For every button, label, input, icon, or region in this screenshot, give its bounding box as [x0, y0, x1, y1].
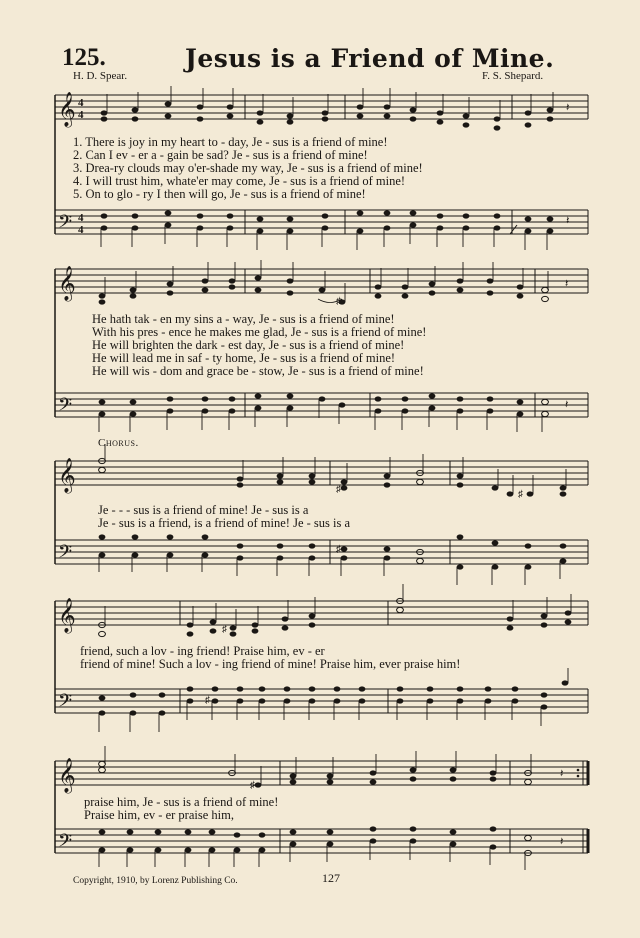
- svg-text:♯: ♯: [222, 624, 227, 635]
- svg-text:𝄞: 𝄞: [58, 759, 76, 792]
- verse-lyric-line: 2. Can I ev - er a - gain be sad? Je - sus is a friend of mine!: [73, 148, 368, 162]
- chorus-lyric-line: friend of mine! Such a lov - ing friend of mine! Praise him, ever praise him!: [80, 657, 461, 671]
- svg-text:𝄢: 𝄢: [58, 830, 73, 855]
- svg-text:4: 4: [78, 224, 84, 236]
- chorus-lyric-line: friend, such a lov - ing friend! Praise him, ev - er: [80, 644, 325, 658]
- chorus-lyric-line: Je - - - sus is a friend of mine! Je - sus is a: [98, 503, 309, 517]
- svg-text:𝄽: 𝄽: [566, 102, 570, 114]
- verse-lyric-line: He will wis - dom and grace be - stow, Je - sus is a friend of mine!: [92, 364, 424, 378]
- verse-lyric-line: He will brighten the dark - est day, Je - sus is a friend of mine!: [92, 338, 405, 352]
- svg-text:𝄽: 𝄽: [565, 399, 569, 411]
- verse-lyric-line: 5. On to glo - ry I then will go, Je - sus is a friend of mine!: [73, 187, 366, 201]
- svg-text:𝄞: 𝄞: [58, 459, 76, 492]
- copyright-notice: Copyright, 1910, by Lorenz Publishing Co.: [73, 876, 238, 886]
- verse-lyric-line: He will lead me in saf - ty home, Je - sus is a friend of mine!: [92, 351, 396, 365]
- page-number: 127: [322, 871, 340, 885]
- chorus-label: Chorus.: [98, 437, 139, 449]
- verse-lyric-line: 3. Drea-ry clouds may o'er-shade my way, Je - sus is a friend of mine!: [73, 161, 423, 175]
- svg-text:♯: ♯: [336, 296, 341, 307]
- verse-lyric-line: With his pres - ence he makes me glad, Je - sus is a friend of mine!: [92, 325, 427, 339]
- lyricist-credit: H. D. Spear.: [73, 70, 128, 82]
- svg-text:𝄞: 𝄞: [58, 267, 76, 300]
- svg-text:𝄽: 𝄽: [560, 836, 564, 848]
- svg-text:4: 4: [78, 212, 84, 224]
- svg-text:𝄢: 𝄢: [58, 211, 73, 236]
- verse-lyric-line: 4. I will trust him, whate'er may come, Je - sus is a friend of mine!: [73, 174, 406, 188]
- hymn-number: 125.: [62, 44, 106, 71]
- svg-text:𝄞: 𝄞: [58, 93, 76, 126]
- chorus-lyric-line: Praise him, ev - er praise him,: [84, 808, 234, 822]
- hymn-title: Jesus is a Friend of Mine.: [185, 44, 555, 73]
- verse-lyric-line: He hath tak - en my sins a - way, Je - sus is a friend of mine!: [92, 312, 395, 326]
- svg-text:♯: ♯: [336, 484, 341, 495]
- svg-text:𝄽: 𝄽: [566, 215, 570, 227]
- verse-lyric-line: 1. There is joy in my heart to - day, Je - sus is a friend of mine!: [73, 135, 388, 149]
- svg-text:♯: ♯: [336, 544, 341, 555]
- svg-text:♯: ♯: [250, 780, 255, 791]
- svg-text:4: 4: [78, 97, 84, 109]
- svg-text:4: 4: [78, 109, 84, 121]
- svg-text:♯: ♯: [518, 489, 523, 500]
- svg-text:𝄢: 𝄢: [58, 690, 73, 715]
- svg-text:♯: ♯: [205, 695, 210, 706]
- svg-text:𝄞: 𝄞: [58, 599, 76, 632]
- composer-credit: F. S. Shepard.: [482, 70, 544, 82]
- chorus-lyric-line: praise him, Je - sus is a friend of mine!: [84, 795, 279, 809]
- chorus-lyric-line: Je - sus is a friend, is a friend of mine! Je - sus is a: [98, 516, 351, 530]
- svg-text:𝄽: 𝄽: [565, 278, 569, 290]
- svg-text:𝄽: 𝄽: [560, 768, 564, 780]
- svg-text:𝄢: 𝄢: [58, 394, 73, 419]
- svg-text:𝄢: 𝄢: [58, 541, 73, 566]
